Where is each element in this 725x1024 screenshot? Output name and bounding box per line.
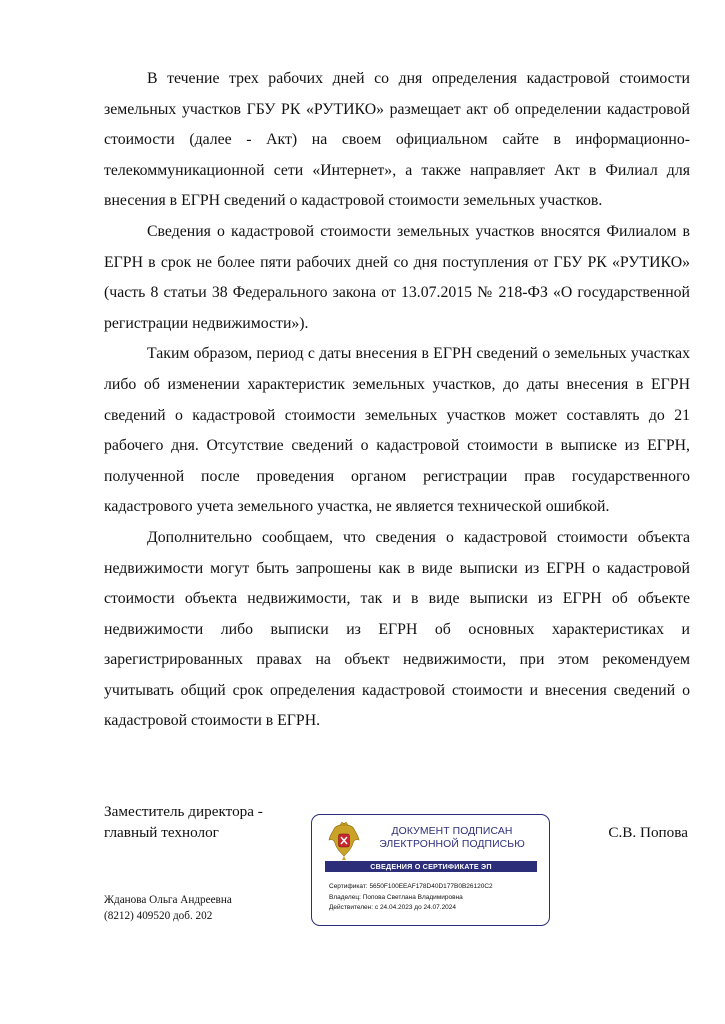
paragraph-registration-term: Сведения о кадастровой стоимости земельных участков вносятся Филиалом в ЕГРН в срок не более пяти рабочих дней со дня поступления от ГБУ РК «РУТИКО» (часть 8 статьи 38 Федерального закона от 13.07.2015 № 218-ФЗ «О государственной регистрации недвижимости»). — [104, 222, 690, 332]
executor-name: Жданова Ольга Андреевна — [104, 894, 232, 906]
validity-row — [329, 903, 544, 914]
letter-body — [104, 64, 690, 737]
paragraph-extract-recommendation: Дополнительно сообщаем, что сведения о кадастровой стоимости объекта недвижимости могут быть запрошены как в виде выписки из ЕГРН о кадастровой стоимости объекта недвижимости, так и в виде выписки из ЕГРН об объекте недвижимости либо выписки из ЕГРН об основных характеристиках и зарегистрированных правах на объект недвижимости, при этом рекомендуем учитывать общий срок определения кадастровой стоимости и внесения сведений о кадастровой стоимости в ЕГРН. — [104, 528, 690, 730]
certificate-details — [329, 882, 544, 914]
owner-row — [329, 893, 544, 904]
coat-of-arms-icon — [327, 821, 361, 861]
owner-label: Владелец: — [329, 893, 361, 901]
validity-label: Действителен: — [329, 904, 374, 911]
owner-value: Попова Светлана Владимировна — [362, 893, 463, 901]
executor-phone: (8212) 409520 доб. 202 — [104, 909, 213, 922]
paragraph-period-explanation: Таким образом, период с даты внесения в ЕГРН сведений о земельных участках либо об изменении характеристик земельных участков, до даты внесения в ЕГРН сведений о кадастровой стоимости земельных участков может составлять до 21 рабочего дня. Отсутствие сведений о кадастровой стоимости в выписке из ЕГРН, полученной после проведения органом регистрации прав государственного кадастрового учета земельного участка, не является технической ошибкой. — [104, 345, 690, 516]
paragraph-act-publication: В течение трех рабочих дней со дня определения кадастровой стоимости земельных участков ГБУ РК «РУТИКО» размещает акт об определении кадастровой стоимости (далее - Акт) на своем официальном сайте в информационно-телекоммуникационной сети «Интернет», а также направляет Акт в Филиал для внесения в ЕГРН сведений о кадастровой стоимости земельных участков. — [104, 70, 690, 210]
stamp-heading-line1: ДОКУМЕНТ ПОДПИСАН — [391, 826, 513, 837]
certificate-value: 5650F100EEAF178D40D177B0B26120C2 — [369, 883, 493, 890]
executor-contact — [104, 893, 232, 924]
stamp-heading — [367, 825, 537, 851]
signer-position — [104, 802, 263, 843]
certificate-row — [329, 882, 544, 893]
stamp-heading-line2: ЭЛЕКТРОННОЙ ПОДПИСЬЮ — [379, 839, 525, 850]
electronic-signature-stamp — [311, 814, 550, 926]
validity-value: с 24.04.2023 до 24.07.2024 — [374, 904, 457, 911]
certificate-label: Сертификат: — [329, 883, 368, 890]
signer-position-line1: Заместитель директора - — [104, 803, 263, 820]
certificate-info-bar: СВЕДЕНИЯ О СЕРТИФИКАТЕ ЭП — [325, 861, 537, 872]
signer-name: С.В. Попова — [608, 824, 688, 841]
signer-position-line2: главный технолог — [104, 823, 219, 841]
